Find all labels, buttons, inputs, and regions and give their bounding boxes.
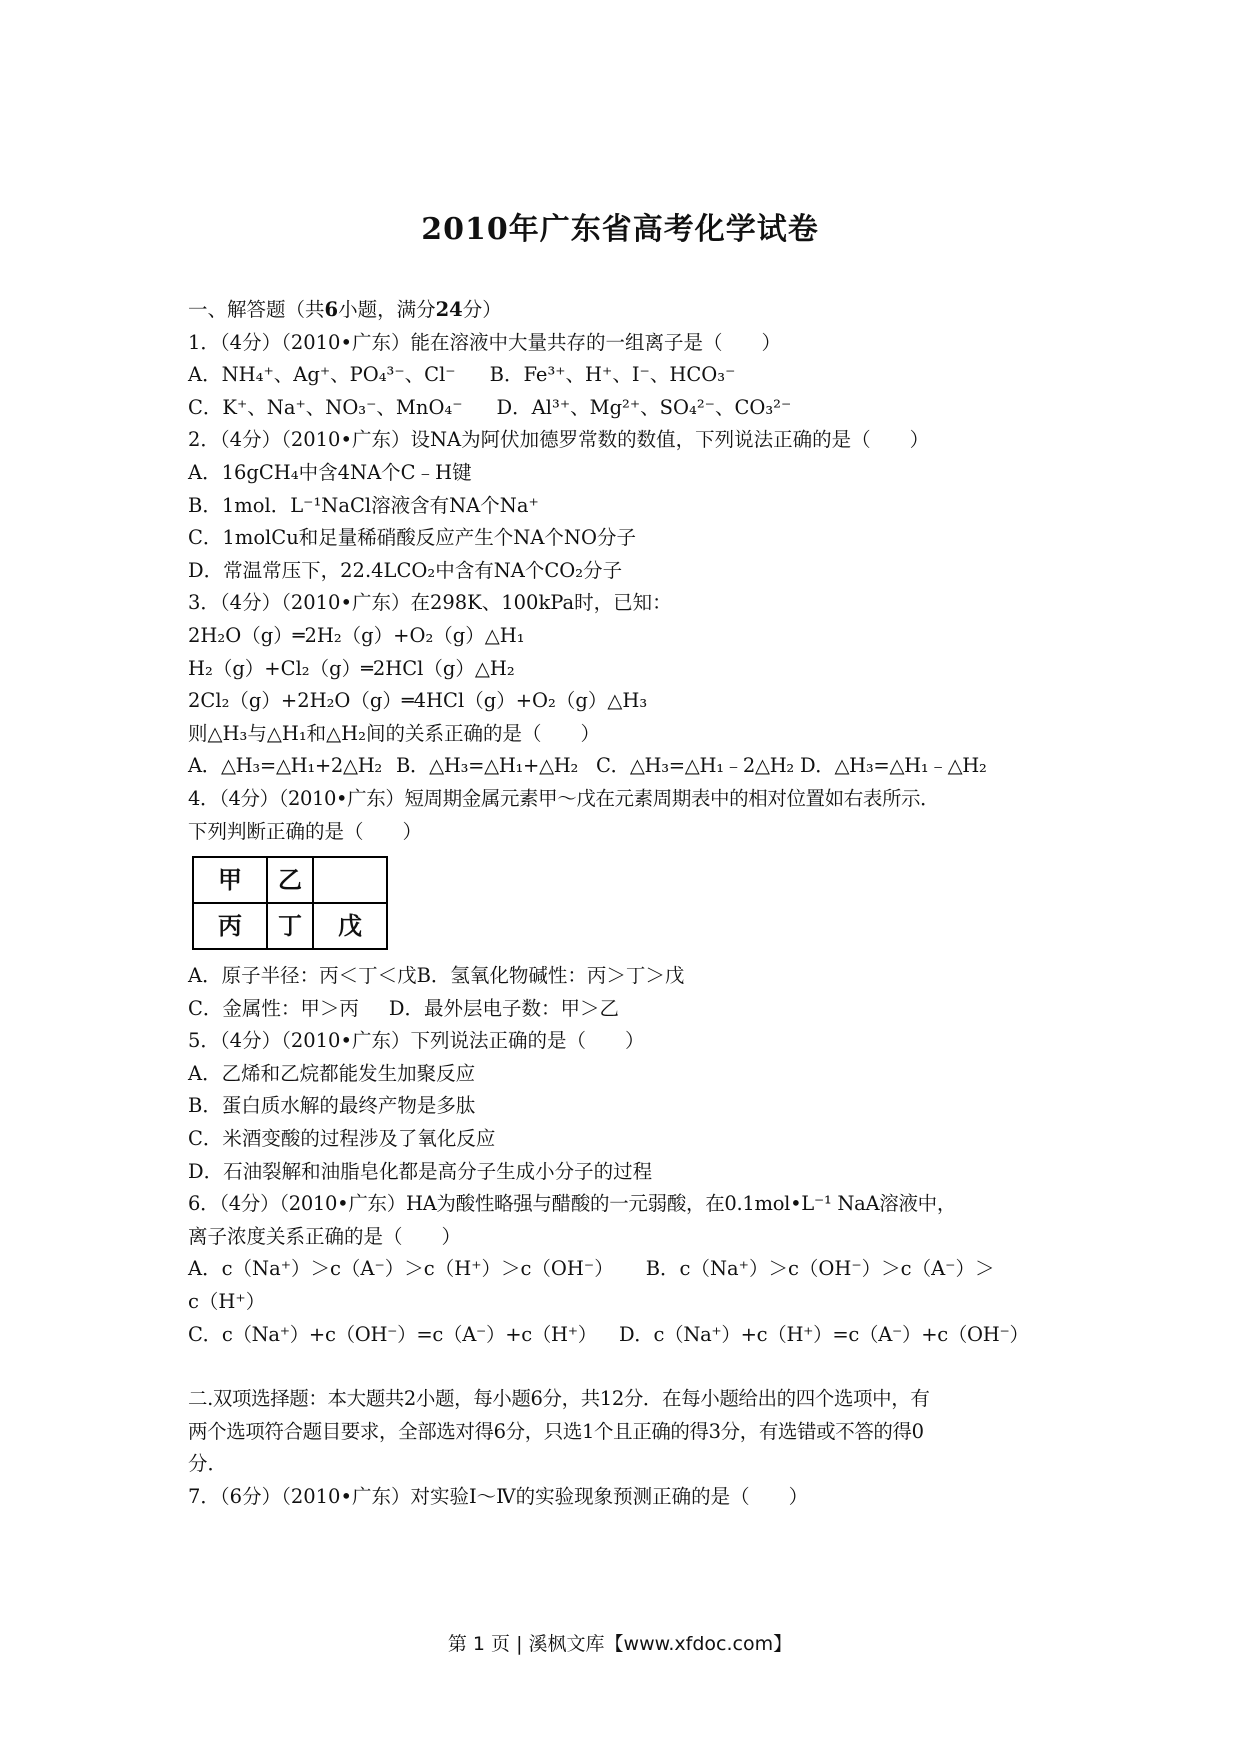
table-cell: 乙	[267, 857, 313, 903]
q2-option-a: A．16gCH₄中含4NA个C﹣H键	[188, 460, 472, 484]
q2-option-b: B．1mol．L⁻¹NaCl溶液含有NA个Na⁺	[188, 493, 539, 517]
q6-option-a: A．c（Na⁺）＞c（A⁻）＞c（H⁺）＞c（OH⁻）	[188, 1257, 614, 1281]
table-cell: 戊	[313, 903, 387, 949]
q3-option-b: B．△H₃=△H₁+△H₂	[395, 754, 579, 778]
q4-option-b: B．氢氧化物碱性：丙＞丁＞戊	[416, 964, 685, 988]
q2-stem: 2．（4分）（2010•广东）设NA为阿伏加德罗常数的数值，下列说法正确的是（ ）	[188, 428, 930, 452]
q3-options	[188, 750, 1060, 783]
exam-body	[188, 294, 1060, 1514]
q1-option-d: D．Al³⁺、Mg²⁺、SO₄²⁻、CO₃²⁻	[496, 395, 792, 419]
q3-question: 则△H₃与△H₁和△H₂间的关系正确的是（ ）	[188, 721, 600, 745]
table-cell	[313, 857, 387, 903]
section2-line1: 二.双项选择题：本大题共2小题，每小题6分，共12分．在每小题给出的四个选项中，有	[188, 1387, 930, 1411]
q5-option-d: D．石油裂解和油脂皂化都是高分子生成小分子的过程	[188, 1159, 653, 1183]
q5-option-b: B．蛋白质水解的最终产物是多肽	[188, 1094, 476, 1118]
q3-option-c: C．△H₃=△H₁﹣2△H₂	[596, 754, 794, 778]
section2-line3: 分．	[188, 1452, 228, 1476]
q4-option-d: D．最外层电子数：甲＞乙	[388, 996, 620, 1020]
periodic-table-fragment	[192, 856, 388, 950]
q6-options-cd	[188, 1319, 1060, 1352]
q5-option-c: C．米酒变酸的过程涉及了氧化反应	[188, 1127, 496, 1151]
q7-stem: 7．（6分）（2010•广东）对实验Ⅰ～Ⅳ的实验现象预测正确的是（ ）	[188, 1485, 809, 1508]
q6-option-b: B．c（Na⁺）＞c（OH⁻）＞c（A⁻）＞	[645, 1257, 995, 1281]
q4-options-cd	[188, 993, 1060, 1026]
q4-option-c: C．金属性：甲＞丙	[188, 996, 359, 1020]
q3-equation-3: 2Cl₂（g）+2H₂O（g）═4HCl（g）+O₂（g）△H₃	[188, 689, 648, 713]
q1-stem: 1．（4分）（2010•广东）能在溶液中大量共存的一组离子是（ ）	[188, 330, 781, 354]
q6-option-b-cont: c（H⁺）	[188, 1290, 266, 1314]
q3-option-d: D．△H₃=△H₁﹣△H₂	[799, 754, 987, 778]
q4-option-a: A．原子半径：丙＜丁＜戊	[188, 964, 417, 988]
section2-line2: 两个选项符合题目要求，全部选对得6分，只选1个且正确的得3分，有选错或不答的得0	[188, 1419, 924, 1443]
page-footer: 第 1 页 | 溪枫文库【www.xfdoc.com】	[447, 1633, 793, 1655]
q5-stem: 5．（4分）（2010•广东）下列说法正确的是（ ）	[188, 1029, 645, 1053]
q3-stem: 3．（4分）（2010•广东）在298K、100kPa时，已知：	[188, 591, 672, 615]
q6-option-c: C．c（Na⁺）+c（OH⁻）=c（A⁻）+c（H⁺）	[188, 1322, 597, 1346]
q1-option-b: B．Fe³⁺、H⁺、I⁻、HCO₃⁻	[489, 363, 736, 387]
q6-stem-line2: 离子浓度关系正确的是（ ）	[188, 1224, 462, 1248]
q4-stem-line1: 4．（4分）（2010•广东）短周期金属元素甲～戊在元素周期表中的相对位置如右表所示．	[188, 786, 940, 810]
q6-options-ab	[188, 1253, 1060, 1286]
q1-option-a: A．NH₄⁺、Ag⁺、PO₄³⁻、Cl⁻	[188, 363, 456, 387]
section1-heading: 一、解答题（共6小题，满分24分）	[188, 298, 502, 321]
q3-equation-1: 2H₂O（g）═2H₂（g）+O₂（g）△H₁	[188, 623, 525, 647]
q4-options-ab	[188, 960, 1060, 993]
q3-option-a: A．△H₃=△H₁+2△H₂	[188, 754, 382, 778]
q1-option-c: C．K⁺、Na⁺、NO₃⁻、MnO₄⁻	[188, 395, 463, 419]
q1-options-cd	[188, 392, 1060, 425]
q5-option-a: A．乙烯和乙烷都能发生加聚反应	[188, 1061, 476, 1085]
q6-stem-line1: 6．（4分）（2010•广东）HA为酸性略强与醋酸的一元弱酸，在0.1mol•L⁻¹ NaA溶液中，	[188, 1192, 957, 1216]
page-title: 2010年广东省高考化学试卷	[421, 212, 819, 247]
q1-options-ab	[188, 359, 1060, 392]
table-cell: 甲	[193, 857, 267, 903]
q4-stem-line2: 下列判断正确的是（ ）	[188, 819, 423, 843]
q2-option-d: D．常温常压下，22.4LCO₂中含有NA个CO₂分子	[188, 558, 623, 582]
q6-option-d: D．c（Na⁺）+c（H⁺）=c（A⁻）+c（OH⁻）	[618, 1322, 1029, 1346]
table-cell: 丙	[193, 903, 267, 949]
q3-equation-2: H₂（g）+Cl₂（g）═2HCl（g）△H₂	[188, 656, 515, 680]
q2-option-c: C．1molCu和足量稀硝酸反应产生个NA个NO分子	[188, 526, 636, 550]
table-cell: 丁	[267, 903, 313, 949]
